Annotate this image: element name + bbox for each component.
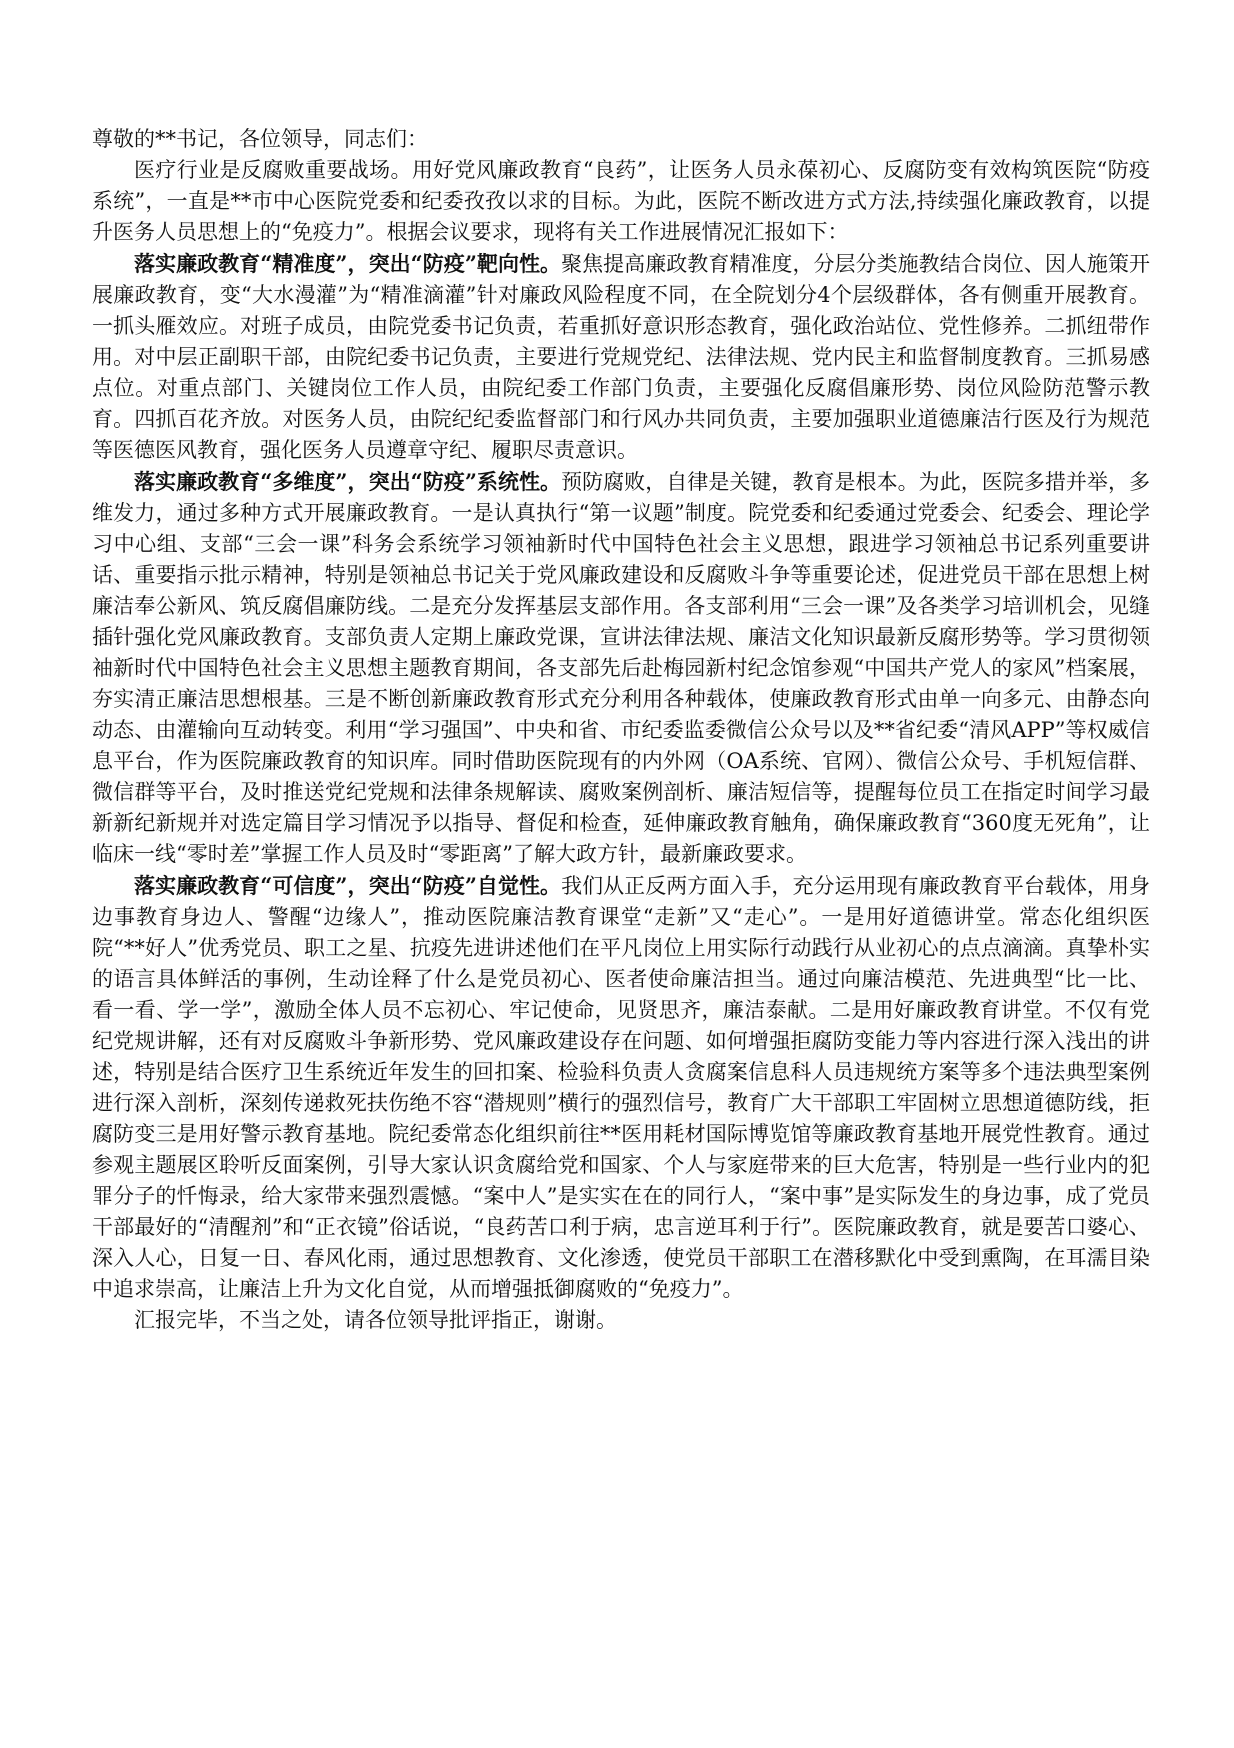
section-body-2: 预防腐败，自律是关键，教育是根本。为此，医院多措并举，多维发力，通过多种方式开展廉政教育。一是认真执行“第一议题”制度。院党委和纪委通过党委会、纪委会、理论学习中心组、支部“三会一课”科务会系统学习领袖新时代中国特色社会主义思想，跟进学习领袖总书记系列重要讲话、重要指示批示精神，特别是领袖总书记关于党风廉政建设和反腐败斗争等重要论述，促进党员干部在思想上树廉洁奉公新风、筑反腐倡廉防线。二是充分发挥基层支部作用。各支部利用“三会一课”及各类学习培训机会，见缝插针强化党风廉政教育。支部负责人定期上廉政党课，宣讲法律法规、廉洁文化知识最新反腐形势等。学习贯彻领袖新时代中国特色社会主义思想主题教育期间，各支部先后赴梅园新村纪念馆参观“中国共产党人的家风”档案展，夯实清正廉洁思想根基。三是不断创新廉政教育形式充分利用各种载体，使廉政教育形式由单一向多元、由静态向动态、由灌输向互动转变。利用“学习强国”、中央和省、市纪委监委微信公众号以及**省纪委“清风APP”等权威信息平台，作为医院廉政教育的知识库。同时借助医院现有的内外网（OA系统、官网）、微信公众号、手机短信群、微信群等平台，及时推送党纪党规和法律条规解读、腐败案例剖析、廉洁短信等，提醒每位员工在指定时间学习最新新纪新规并对选定篇目学习情况予以指导、督促和检查，延伸廉政教育触角，确保廉政教育“360度无死角”，让临床一线“零时差”掌握工作人员及时“零距离”了解大政方针，最新廉政要求。: [92, 470, 1150, 866]
section-heading-2: 落实廉政教育“多维度”，突出“防疫”系统性。: [134, 469, 562, 494]
section-body-1: 聚焦提高廉政教育精准度，分层分类施教结合岗位、因人施策开展廉政教育，变“大水漫灌”为“精准滴灌”针对廉政风险程度不同，在全院划分4个层级群体，各有侧重开展教育。一抓头雁效应。对班子成员，由院党委书记负责，若重抓好意识形态教育，强化政治站位、党性修养。二抓纽带作用。对中层正副职干部，由院纪委书记负责，主要进行党规党纪、法律法规、党内民主和监督制度教育。三抓易感点位。对重点部门、关键岗位工作人员，由院纪委工作部门负责，主要强化反腐倡廉形势、岗位风险防范警示教育。四抓百花齐放。对医务人员，由院纪纪委监督部门和行风办共同负责，主要加强职业道德廉洁行医及行为规范等医德医风教育，强化医务人员遵章守纪、履职尽责意识。: [92, 252, 1150, 462]
section-body-3: 我们从正反两方面入手，充分运用现有廉政教育平台载体，用身边事教育身边人、警醒“边缘人”，推动医院廉洁教育课堂“走新”又“走心”。一是用好道德讲堂。常态化组织医院“**好人”优秀党员、职工之星、抗疫先进讲述他们在平凡岗位上用实际行动践行从业初心的点点滴滴。真挚朴实的语言具体鲜活的事例，生动诠释了什么是党员初心、医者使命廉洁担当。通过向廉洁模范、先进典型“比一比、看一看、学一学”，激励全体人员不忘初心、牢记使命，见贤思齐，廉洁泰献。二是用好廉政教育讲堂。不仅有党纪党规讲解，还有对反腐败斗争新形势、党风廉政建设存在问题、如何增强拒腐防变能力等内容进行深入浅出的讲述，特别是结合医疗卫生系统近年发生的回扣案、检验科负责人贪腐案信息科人员违规统方案等多个违法典型案例进行深入剖析，深刻传递救死扶伤绝不容“潜规则”横行的强烈信号，教育广大干部职工牢固树立思想道德防线，拒腐防变三是用好警示教育基地。院纪委常态化组织前往**医用耗材国际博览馆等廉政教育基地开展党性教育。通过参观主题展区聆听反面案例，引导大家认识贪腐给党和国家、个人与家庭带来的巨大危害，特别是一些行业内的犯罪分子的忏悔录，给大家带来强烈震憾。“案中人”是实实在在的同行人，“案中事”是实际发生的身边事，成了党员干部最好的“清醒剂”和“正衣镜”俗话说，“良药苦口利于病，忠言逆耳利于行”。医院廉政教育，就是要苦口婆心、深入人心，日复一日、春风化雨，通过思想教育、文化渗透，使党员干部职工在潜移默化中受到熏陶，在耳濡目染中追求崇高，让廉洁上升为文化自觉，从而增强抵御腐败的“免疫力”。: [92, 874, 1150, 1301]
section-paragraph-2: [92, 466, 1150, 870]
intro-paragraph: 医疗行业是反腐败重要战场。用好党风廉政教育“良药”，让医务人员永葆初心、反腐防变有效构筑医院“防疫系统”，一直是**市中心医院党委和纪委孜孜以求的目标。为此，医院不断改进方式方法,持续强化廉政教育，以提升医务人员思想上的“免疫力”。根据会议要求，现将有关工作进展情况汇报如下：: [92, 158, 1150, 244]
section-heading-1: 落实廉政教育“精准度”，突出“防疫”靶向性。: [134, 251, 562, 276]
section-paragraph-1: [92, 248, 1150, 466]
section-paragraph-3: [92, 870, 1150, 1305]
salutation: 尊敬的**书记，各位领导，同志们：: [92, 127, 428, 151]
closing-paragraph: 汇报完毕，不当之处，请各位领导批评指正，谢谢。: [134, 1308, 617, 1332]
section-heading-3: 落实廉政教育“可信度”，突出“防疫”自觉性。: [134, 873, 562, 898]
document-body: [92, 124, 1150, 1336]
